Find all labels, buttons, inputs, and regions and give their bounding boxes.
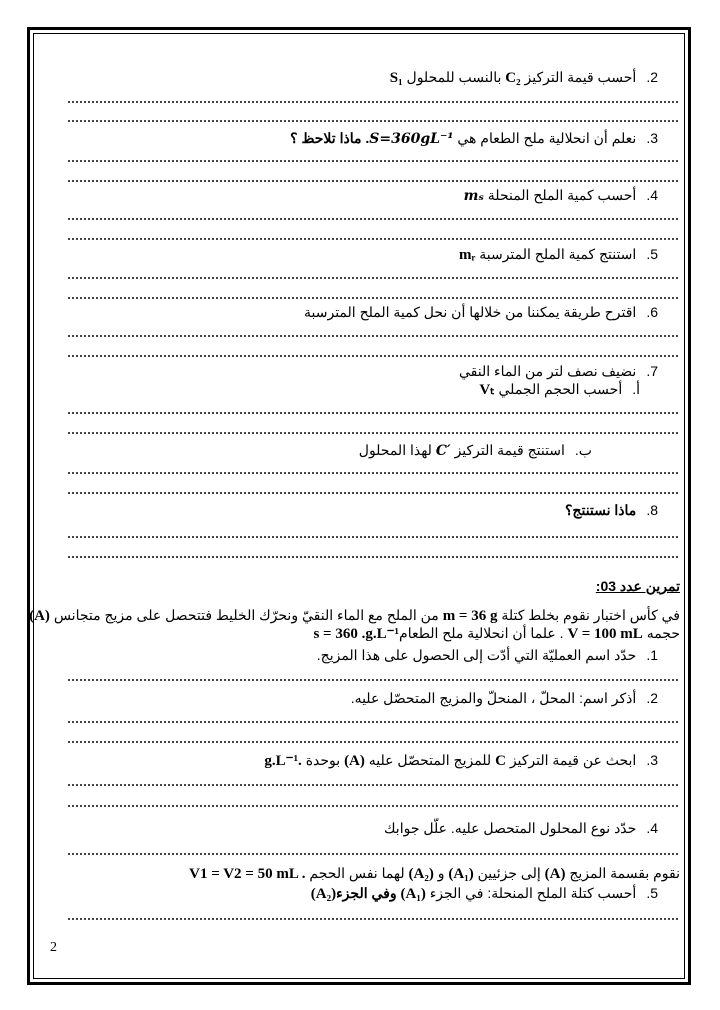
intro-text: و	[437, 865, 445, 881]
intro-text: لهما نفس الحجم	[309, 865, 405, 881]
question-text: ابحث عن قيمة التركيز	[509, 752, 637, 768]
math-vt: Vₜ	[479, 382, 495, 398]
answer-line[interactable]	[68, 741, 678, 743]
question-text: نعلم أن انحلالية ملح الطعام هي	[457, 130, 637, 146]
intro-text: من الملح مع الماء النقيّ ونحرّك الخليط فتتحصل على مزيج متجانس	[53, 607, 439, 623]
intro-text: إلى جزئيين	[477, 865, 541, 881]
question-text: أحسب كمية الملح المنحلة	[487, 187, 637, 203]
question-number: 6.	[646, 304, 658, 320]
question-4	[464, 186, 658, 205]
answer-line[interactable]	[68, 556, 678, 558]
answer-line[interactable]	[68, 101, 678, 103]
question-text: لهذا المحلول	[358, 442, 432, 458]
answer-line[interactable]	[68, 853, 678, 855]
answer-line[interactable]	[68, 180, 678, 182]
math-solubility: s = 360 .g.L⁻¹	[313, 626, 400, 642]
question-text: استنتج كمية الملح المترسبة	[479, 246, 637, 262]
intro-text: حجمه	[646, 625, 680, 641]
question-7a	[479, 380, 640, 399]
question-text: بالنسب للمحلول	[406, 69, 502, 85]
question-number: 3.	[646, 130, 658, 146]
answer-line[interactable]	[68, 277, 678, 279]
question-number: 3.	[646, 752, 658, 768]
question-number: 1.	[646, 647, 658, 663]
question-number: 4.	[646, 820, 658, 836]
intro-text: في كأس اختبار نقوم بخلط كتلة	[501, 607, 680, 623]
math-c: C	[495, 753, 506, 769]
answer-line[interactable]	[68, 784, 678, 786]
question-text: أحسب الحجم الجملي	[498, 381, 623, 397]
exercise-intro-line-1	[29, 606, 680, 625]
answer-line[interactable]	[68, 355, 678, 357]
answer-line[interactable]	[68, 335, 678, 337]
answer-line[interactable]	[68, 297, 678, 299]
question-number: 2.	[646, 69, 658, 85]
question-number: 2.	[646, 690, 658, 706]
question-number: 5.	[646, 246, 658, 262]
math-mass: m = 36 g	[442, 608, 498, 624]
math-a1: (A₁)	[400, 886, 426, 902]
question-text: اقترح طريقة يمكننا من خلالها أن نحل كمية الملح المترسبة	[304, 304, 637, 320]
question-text: أحسب كتلة الملح المنحلة: في الجزء	[429, 885, 637, 901]
question-text: ماذا نستنتج؟	[565, 502, 637, 518]
math-a: (A)	[344, 753, 365, 769]
answer-line[interactable]	[68, 160, 678, 162]
answer-line[interactable]	[68, 805, 678, 807]
question-text: استنتج قيمة التركيز	[454, 442, 565, 458]
question-text: حدّد نوع المحلول المتحصل عليه. علّل جوابك	[384, 820, 637, 836]
question-text: . ماذا تلاحظ ؟	[290, 130, 370, 146]
math-mixture-a: (A)	[29, 608, 50, 624]
split-statement	[189, 864, 680, 883]
answer-line[interactable]	[68, 472, 678, 474]
answer-line[interactable]	[68, 492, 678, 494]
page-number: 2	[50, 940, 57, 955]
math-a1: (A₁)	[448, 866, 474, 882]
question-6	[304, 303, 658, 321]
ex3-question-5	[311, 884, 658, 903]
math-s1: S₁	[389, 70, 403, 86]
question-3	[290, 129, 658, 148]
ex3-question-4	[384, 819, 658, 837]
math-unit: g.L⁻¹.	[264, 753, 302, 769]
question-number: 4.	[646, 187, 658, 203]
question-text: نضيف نصف لتر من الماء النقي	[458, 363, 637, 379]
ex3-question-2	[351, 689, 658, 707]
question-number: ب.	[574, 442, 592, 458]
math-c2: C₂	[505, 70, 521, 86]
question-5	[459, 245, 658, 264]
answer-line[interactable]	[68, 432, 678, 434]
answer-line[interactable]	[68, 536, 678, 538]
question-number: أ.	[632, 381, 640, 397]
question-text: أحسب قيمة التركيز	[524, 69, 637, 85]
math-volumes: V1 = V2 = 50 mL .	[189, 866, 306, 882]
math-a: (A)	[544, 866, 566, 882]
question-number: 8.	[646, 502, 658, 518]
question-text: بوحدة	[305, 752, 341, 768]
question-text: وفي الجزء	[336, 885, 397, 901]
math-volume: V = 100 mL	[567, 626, 643, 642]
question-number: 7.	[646, 363, 658, 379]
math-solubility: S=360gL⁻¹	[369, 131, 454, 147]
exercise-intro-line-2	[313, 624, 680, 643]
math-a2: (A₂)	[408, 866, 434, 882]
question-7b	[359, 441, 592, 460]
math-ms: mₛ	[463, 188, 484, 204]
answer-line[interactable]	[68, 679, 678, 681]
intro-text: نقوم بقسمة المزيج	[569, 865, 680, 881]
math-mr: mᵣ	[459, 247, 476, 263]
answer-line[interactable]	[68, 918, 678, 920]
exercise-title: تمرين عدد 03:	[595, 578, 680, 594]
intro-text: . علما أن انحلالية ملح الطعام	[399, 625, 564, 641]
question-text: أذكر اسم: المحلّ ، المنحلّ والمزيج المتحصّل عليه.	[350, 690, 637, 706]
question-number: 5.	[646, 885, 658, 901]
math-c-prime: C′	[435, 443, 451, 459]
question-2	[390, 68, 658, 87]
question-text: حدّد اسم العمليّة التي أدّت إلى الحصول على هذا المزيج.	[316, 647, 637, 663]
answer-line[interactable]	[68, 412, 678, 414]
ex3-question-1	[317, 646, 658, 664]
answer-line[interactable]	[68, 238, 678, 240]
answer-line[interactable]	[68, 218, 678, 220]
math-a2: (A₂)	[310, 886, 337, 902]
question-7	[459, 362, 658, 380]
question-text: للمزيج المتحصّل عليه	[368, 752, 492, 768]
answer-line[interactable]	[68, 120, 678, 122]
ex3-question-3	[264, 751, 658, 770]
answer-line[interactable]	[68, 721, 678, 723]
question-8	[565, 501, 658, 519]
